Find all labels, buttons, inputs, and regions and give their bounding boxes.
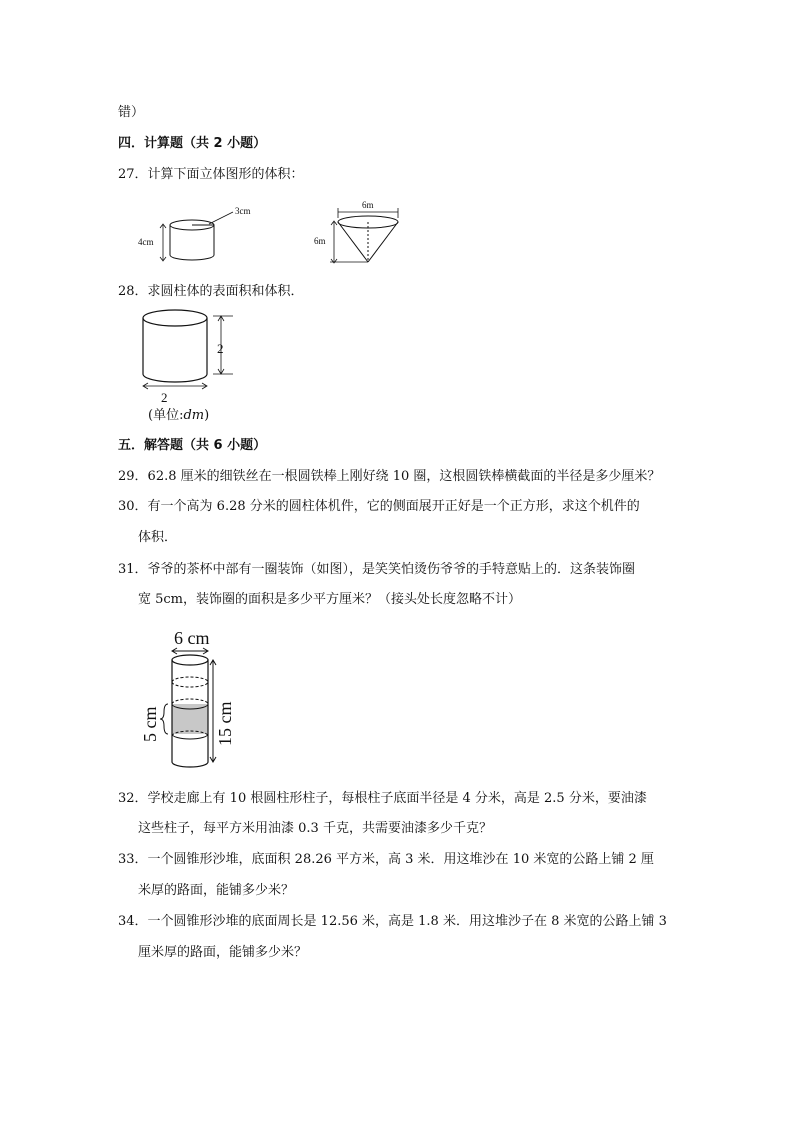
cone-figure-27: [310, 198, 410, 268]
question-33-line1: 33．一个圆锥形沙堆，底面积 28.26 平方米，高 3 米．用这堆沙在 10 米宽的公路上铺 2 厘: [118, 852, 654, 867]
question-31-line2: 宽 5cm，装饰圈的面积是多少平方厘米？（接头处长度忽略不计）: [138, 592, 522, 607]
question-28: 28．求圆柱体的表面积和体积．: [118, 284, 304, 299]
question-34-line1: 34．一个圆锥形沙堆的底面周长是 12.56 米，高是 1.8 米．用这堆沙子在 8 米宽的公路上铺 3: [118, 914, 667, 929]
question-31-line1: 31．爷爷的茶杯中部有一圈装饰（如图），是笑笑怕烫伤爷爷的手特意贴上的．这条装饰圈: [118, 562, 636, 577]
fig28-diameter-label: 2: [161, 390, 168, 405]
fig28-height-label: 2: [217, 341, 224, 356]
continued-text: 错）: [118, 105, 145, 120]
fig31-height-label: 15 cm: [215, 701, 235, 746]
question-33-line2: 米厚的路面，能铺多少米？: [138, 883, 295, 898]
fig28-unit-label: (单位:dm): [148, 408, 210, 423]
section-heading-5: 五．解答题（共 6 小题）: [118, 438, 267, 453]
cone-height-label: 6m: [314, 236, 326, 246]
question-30-line2: 体积．: [138, 530, 178, 545]
cylinder-height-label: 4cm: [138, 237, 154, 247]
teacup-figure-31: [138, 624, 238, 772]
cone-diameter-label: 6m: [362, 200, 374, 210]
cylinder-radius-label: 3cm: [235, 206, 251, 216]
question-27: 27．计算下面立体图形的体积：: [118, 167, 304, 182]
section-heading-4: 四．计算题（共 2 小题）: [118, 136, 267, 151]
cylinder-figure-28: [135, 302, 245, 406]
question-34-line2: 厘米厚的路面，能铺多少米？: [138, 945, 308, 960]
question-32-line2: 这些柱子，每平方米用油漆 0.3 千克，共需要油漆多少千克？: [138, 821, 492, 836]
question-30-line1: 30．有一个高为 6.28 分米的圆柱体机件，它的侧面展开正好是一个正方形，求这个机件的: [118, 499, 640, 514]
fig31-diameter-label: 6 cm: [174, 628, 210, 648]
question-29: 29．62.8 厘米的细铁丝在一根圆铁棒上刚好绕 10 圈，这根圆铁棒横截面的半径是多少厘米？: [118, 469, 661, 484]
fig31-band-label: 5 cm: [140, 706, 160, 742]
cylinder-figure-27: [135, 200, 251, 270]
question-32-line1: 32．学校走廊上有 10 根圆柱形柱子，每根柱子底面半径是 4 分米，高是 2.5 分米，要油漆: [118, 791, 647, 806]
